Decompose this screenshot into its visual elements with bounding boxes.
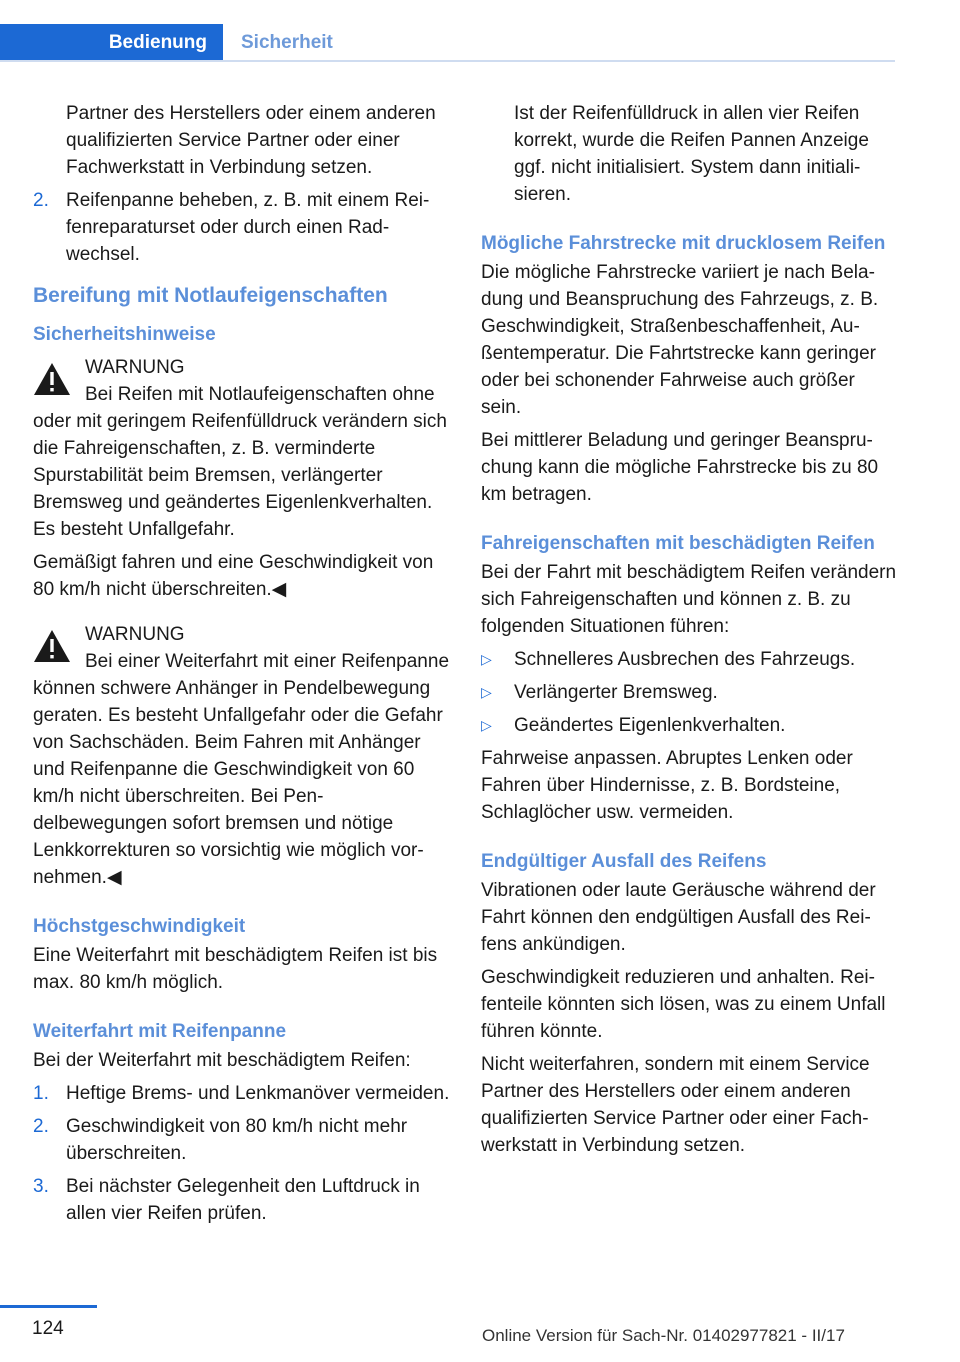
warning-text: Bei Reifen mit Notlaufeigenschaften ohne oder mit geringem Reifenfülldruck verändern sich die Fahreigenschaften, z. B. verminderte Spurstabilität beim Bremsen, verlängerter Bremsweg und geändertes Eigenlenkverhalten. Es besteht Unfallgefahr. bbox=[33, 384, 447, 540]
list-item-text: Bei nächster Gelegenheit den Luftdruck in allen vier Reifen prüfen. bbox=[66, 1176, 420, 1224]
bullet-triangle-icon: ▷ bbox=[481, 651, 492, 667]
bullet-triangle-icon: ▷ bbox=[481, 717, 492, 733]
warning-block-2 bbox=[33, 621, 451, 891]
bullet-triangle-icon: ▷ bbox=[481, 684, 492, 700]
tab-sicherheit[interactable] bbox=[223, 24, 333, 62]
warning-text: Bei einer Weiterfahrt mit einer Reifenpanne können schwere Anhänger in Pendelbewegung geraten. Es besteht Unfallgefahr oder die Gefahr von Sachschäden. Beim Fahren mit Anhänger und Reifenpanne die Geschwindigkeit von 60 km/h nicht überschreiten. Bei Pendelbewegungen sofort bremsen und nötige Lenkkorrekturen so vorsichtig wie möglich vornehmen.◀ bbox=[33, 651, 450, 888]
list-item bbox=[33, 1080, 451, 1107]
warning-title: WARNUNG bbox=[85, 357, 185, 378]
continued-paragraph: Partner des Herstellers oder einem anderen qualifizierten Service Partner oder einer Fachwerkstatt in Verbindung setzen. bbox=[66, 103, 436, 178]
bullet-text: Schnelleres Ausbrechen des Fahrzeugs. bbox=[514, 649, 856, 670]
paragraph: Die mögliche Fahrstrecke variiert je nach Beladung und Beanspruchung des Fahrzeugs, z. B. Geschwindigkeit, Straßenbeschaffenheit, Außentemperatur. Die Fahrtstrecke kann geringer oder bei schonender Fahrweise auch größer sein. bbox=[481, 262, 879, 418]
tab-bedienung-label: Bedienung bbox=[108, 32, 207, 53]
paragraph: Bei der Weiterfahrt mit beschädigtem Reifen: bbox=[33, 1050, 411, 1071]
tab-bedienung[interactable] bbox=[0, 24, 223, 62]
warning-text-2: Gemäßigt fahren und eine Geschwindigkeit von 80 km/h nicht überschreiten.◀ bbox=[33, 552, 434, 600]
header-divider bbox=[0, 60, 895, 62]
paragraph: Fahrweise anpassen. Abruptes Lenken oder Fahren über Hindernisse, z. B. Bordsteine, Schlaglöcher usw. vermeiden. bbox=[481, 748, 853, 823]
footer-divider bbox=[0, 1305, 97, 1308]
list-number: 2. bbox=[33, 1116, 49, 1137]
subsection-heading-fahreigenschaften: Fahreigenschaften mit beschädigten Reifen bbox=[481, 533, 875, 554]
list-number: 2. bbox=[33, 190, 49, 211]
warning-block-1 bbox=[33, 354, 451, 603]
bullet-item bbox=[481, 712, 899, 739]
subsection-heading-fahrstrecke: Mögliche Fahrstrecke mit drucklosem Reifen bbox=[481, 233, 886, 254]
subsection-heading-hoechstgeschwindigkeit: Höchstgeschwindigkeit bbox=[33, 916, 246, 937]
list-number: 1. bbox=[33, 1083, 49, 1104]
footer-online-version: Online Version für Sach-Nr. 01402977821 - II/17 bbox=[482, 1326, 845, 1345]
bullet-item bbox=[481, 679, 899, 706]
list-item-text: Heftige Brems- und Lenkmanöver vermeiden. bbox=[66, 1083, 450, 1104]
paragraph: Eine Weiterfahrt mit beschädigtem Reifen ist bis max. 80 km/h möglich. bbox=[33, 945, 438, 993]
paragraph: Geschwindigkeit reduzieren und anhalten. Reifenteile könnten sich lösen, was zu einem Unfall führen könnte. bbox=[481, 967, 886, 1042]
list-item-text: Reifenpanne beheben, z. B. mit einem Reifenreparaturset oder durch einen Radwechsel. bbox=[66, 190, 430, 265]
warning-title: WARNUNG bbox=[85, 624, 185, 645]
page-header bbox=[0, 24, 895, 62]
warning-triangle-icon bbox=[33, 362, 71, 396]
list-item bbox=[33, 1113, 451, 1167]
list-item bbox=[33, 1173, 451, 1227]
paragraph: Nicht weiterfahren, sondern mit einem Service Partner des Herstellers oder einem anderen qualifizierten Service Partner oder einer Fachwerkstatt in Verbindung setzen. bbox=[481, 1054, 870, 1156]
subsection-heading-ausfall: Endgültiger Ausfall des Reifens bbox=[481, 851, 767, 872]
subsection-heading-sicherheitshinweise: Sicherheitshinweise bbox=[33, 324, 216, 345]
paragraph: Bei der Fahrt mit beschädigtem Reifen verändern sich Fahreigenschaften und können z. B. zu folgenden Situationen führen: bbox=[481, 562, 897, 637]
paragraph: Vibrationen oder laute Geräusche während der Fahrt können den endgültigen Ausfall des Reifens ankündigen. bbox=[481, 880, 876, 955]
tab-sicherheit-label: Sicherheit bbox=[241, 32, 333, 53]
paragraph: Bei mittlerer Beladung und geringer Beanspruchung kann die mögliche Fahrstrecke bis zu 80 km betragen. bbox=[481, 430, 879, 505]
bullet-item bbox=[481, 646, 899, 673]
right-column bbox=[481, 100, 899, 1165]
section-heading: Bereifung mit Notlaufeigenschaften bbox=[33, 284, 388, 307]
subsection-heading-weiterfahrt: Weiterfahrt mit Reifenpanne bbox=[33, 1021, 287, 1042]
warning-triangle-icon bbox=[33, 629, 71, 663]
bullet-text: Verlängerter Bremsweg. bbox=[514, 682, 718, 703]
left-column bbox=[33, 100, 451, 1233]
bullet-text: Geändertes Eigenlenkverhalten. bbox=[514, 715, 786, 736]
list-item-text: Geschwindigkeit von 80 km/h nicht mehr überschreiten. bbox=[66, 1116, 408, 1164]
page-number: 124 bbox=[32, 1318, 64, 1339]
list-number: 3. bbox=[33, 1176, 49, 1197]
continued-paragraph: Ist der Reifenfülldruck in allen vier Reifen korrekt, wurde die Reifen Pannen Anzeige ggf. nicht initialisiert. System dann initialisieren. bbox=[514, 103, 869, 205]
list-item bbox=[33, 187, 451, 268]
